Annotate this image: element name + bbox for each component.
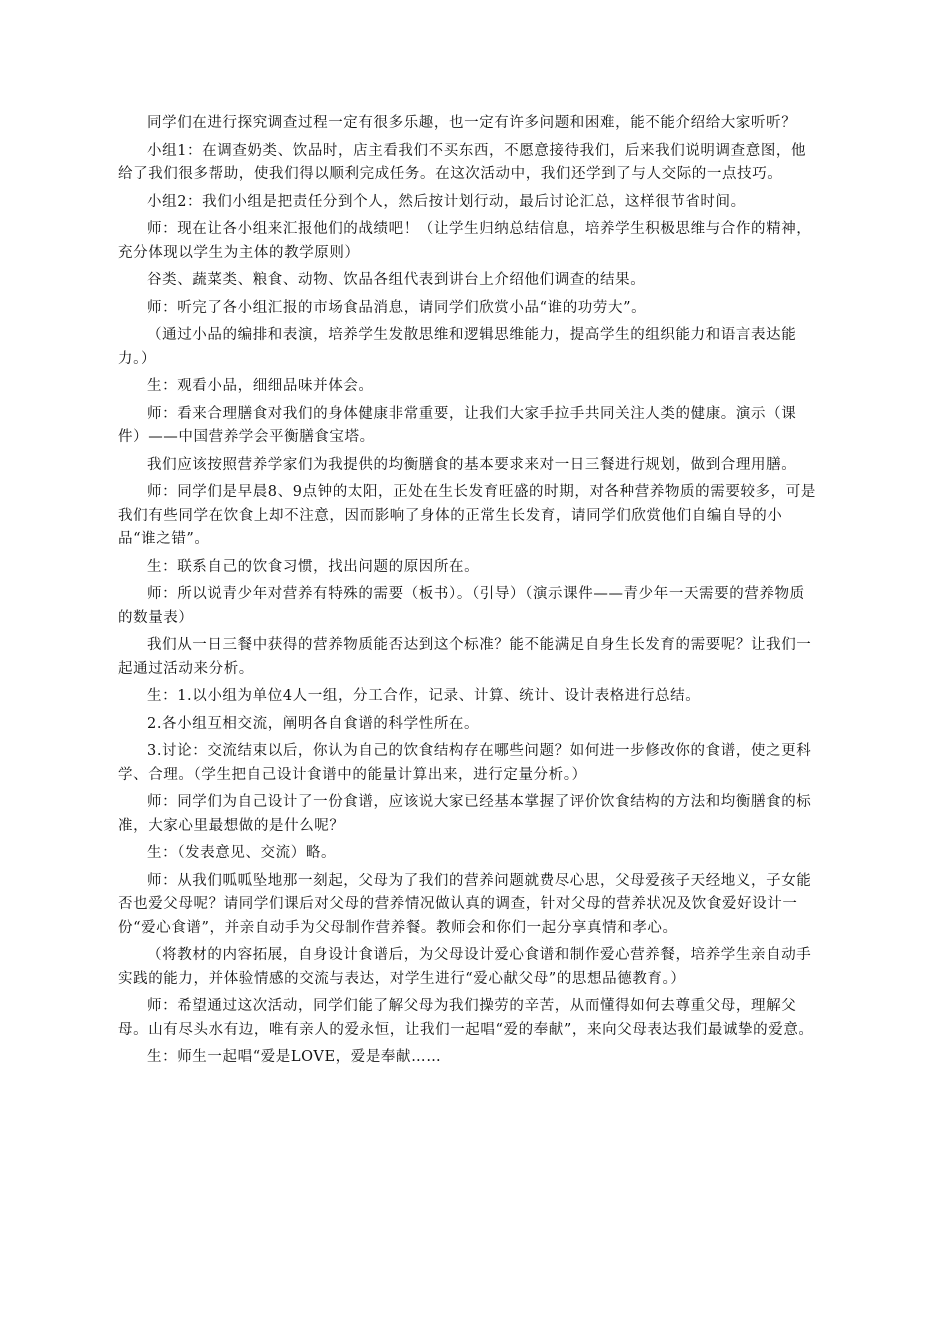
paragraph-extension-note: （将教材的内容拓展，自身设计食谱后，为父母设计爱心食谱和制作爱心营养餐，培养学生亲自动手实践的能力，并体验情感的交流与表达，对学生进行“爱心献父母”的思想品德教育。） — [118, 947, 812, 987]
paragraph-teacher-parents: 师：从我们呱呱坠地那一刻起，父母为了我们的营养问题就费尽心思，父母爱孩子天经地义，子女能否也爱父母呢？请同学们课后对父母的营养情况做认真的调查，针对父母的营养状况及饮食爱好设计一份“爱心食谱”，并亲自动手为父母制作营养餐。教师会和你们一起分享真情和孝心。 — [118, 872, 812, 936]
paragraph-teacher-closing: 师：希望通过这次活动，同学们能了解父母为我们操劳的辛苦，从而懂得如何去尊重父母，理解父母。山有尽头水有边，唯有亲人的爱永恒，让我们一起唱“爱的奉献”，来向父母表达我们最诚挚的爱意。 — [118, 998, 814, 1038]
paragraph-group-representatives: 谷类、蔬菜类、粮食、动物、饮品各组代表到讲台上介绍他们调查的结果。 — [147, 272, 646, 288]
paragraph-teacher-diet-pagoda: 师：看来合理膳食对我们的身体健康非常重要，让我们大家手拉手共同关注人类的健康。演示（课件）——中国营养学会平衡膳食宝塔。 — [118, 405, 797, 445]
paragraph-meal-planning: 我们应该按照营养学家们为我提供的均衡膳食的基本要求来对一日三餐进行规划，做到合理用膳。 — [147, 456, 797, 473]
paragraph-teacher-nutrition-needs: 师：所以说青少年对营养有特殊的需要（板书）。（引导）（演示课件——青少年一天需要的营养物质的数量表） — [118, 586, 805, 626]
paragraph-teacher-skit: 师：听完了各小组汇报的市场食品消息，请同学们欣赏小品“谁的功劳大”。 — [147, 299, 647, 316]
paragraph-teacher-menu-design: 师：同学们为自己设计了一份食谱，应该说大家已经基本掌握了评价饮食结构的方法和均衡膳食的标准，大家心里最想做的是什么呢？ — [118, 794, 812, 834]
paragraph-song: 生：师生一起唱“爱是LOVE，爱是奉献…… — [147, 1049, 442, 1065]
paragraph-teacher-results: 师：现在让各小组来汇报他们的战绩吧！（让学生归纳总结信息，培养学生积极思维与合作的精神，充分体现以学生为主体的教学原则） — [118, 221, 812, 261]
paragraph-group2-report: 小组2：我们小组是把责任分到个人，然后按计划行动，最后讨论汇总，这样很节省时间。 — [147, 193, 746, 210]
paragraph-group1-report: 小组1：在调查奶类、饮品时，店主看我们不买东西，不愿意接待我们，后来我们说明调查意图，他给了我们很多帮助，使我们得以顺利完成任务。在这次活动中，我们还学到了与人交际的一点技巧。 — [118, 142, 807, 182]
paragraph-student-discussion: 生：（发表意见、交流）略。 — [147, 845, 337, 861]
document-body — [118, 112, 818, 1070]
paragraph-teacher-growth: 师：同学们是早晨8、9点钟的太阳，正处在生长发育旺盛的时期，对各种营养物质的需要较多，可是我们有些同学在饮食上却不注意，因而影响了身体的正常生长发育，请同学们欣赏他们自编自导的小品“谁之错”。 — [118, 484, 816, 547]
paragraph-activity-step-2: 2.各小组互相交流，阐明各自食谱的科学性所在。 — [147, 715, 480, 732]
paragraph-student-habits: 生：联系自己的饮食习惯，找出问题的原因所在。 — [147, 558, 480, 575]
paragraph-activity-step-3: 3.讨论：交流结束以后，你认为自己的饮食结构存在哪些问题？如何进一步修改你的食谱，使之更科学、合理。（学生把自己设计食谱中的能量计算出来，进行定量分析。） — [118, 743, 812, 783]
paragraph-student-watch: 生：观看小品，细细品味并体会。 — [147, 378, 374, 394]
paragraph-activity-step-1: 生：1.以小组为单位4人一组，分工合作，记录、计算、统计、设计表格进行总结。 — [147, 688, 701, 704]
paragraph-standard-question: 我们从一日三餐中获得的营养物质能否达到这个标准？能不能满足自身生长发育的需要呢？让我们一起通过活动来分析。 — [118, 637, 812, 677]
paragraph-inquiry-intro: 同学们在进行探究调查过程一定有很多乐趣，也一定有许多问题和困难，能不能介绍给大家听听？ — [147, 115, 797, 131]
paragraph-skit-purpose: （通过小品的编排和表演，培养学生发散思维和逻辑思维能力，提高学生的组织能力和语言表达能力。） — [118, 327, 797, 367]
